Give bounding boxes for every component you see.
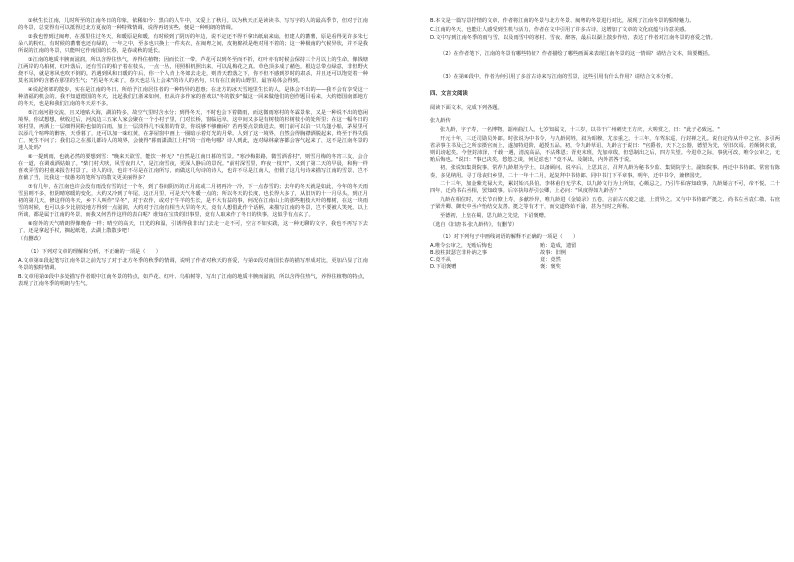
left-column	[18, 18, 368, 289]
classical-paragraph-6: 至德初，上皇在蜀，思九龄之先觉，下诏褒赠。	[440, 212, 549, 219]
essay-source: （有删改）	[18, 236, 44, 243]
classical-paragraph-5: 九龄在相位时，天长节百僚上寿，多献珍异，唯九龄进《金镜录》五卷，言前古兴废之道，上赏异之。又与中书侍郎严挺之、尚书左丞袁仁敬、右庶子梁升卿、御史中丞卢怡结交友善。挺之等有才干，而交道终始不渝，甚为当时之所称。	[430, 197, 780, 211]
choice-row	[430, 264, 576, 271]
choice-d-sentence: D.下诏褒赠	[430, 264, 457, 271]
option-b-continued: B.本文是一篇写景抒情的文章，作者将江南的冬景与北方冬景、闽粤的冬景进行对比，展现了江南冬景的独特魅力。	[430, 18, 695, 24]
choice-c-sentence: C.竟不从	[430, 257, 451, 264]
classical-text-title: 张九龄传	[430, 118, 451, 125]
essay-paragraph-4: ④说起寒郊的散步，实在是江南的冬日，所给予江南居住者的一种特异的恩惠；在北方的冰天雪地里生长的人，是体会不出的——我不会有享受这一种清福的机会的。我不知道德国的冬天，比起我们江浙来如何，但从许多作家的喜欢以"冬的散步"做这一回来做他们的创作题目看来，大约德国南部地方的冬天，也是和我们江南的冬天差不多。	[18, 86, 368, 107]
classical-question-1-options	[430, 243, 576, 271]
essay-paragraph-1: ①秋生长江南，儿时所至的江南冬日的印象，依稀如今：黑白的人牛中，又爱上了秋月。以为秋天正是读读书、写写字的人的最高季节，但对于江南的冬景，总觉得有可以抵得过北方夏夜的一种特殊情调，说得再切实些，便是一种明朗的情调。	[18, 18, 368, 32]
essay-paragraph-6: ⑥一提到雨，也就必然的要想到雪："晚来天欲雪，能饮一杯无？"自然是江南日暮的雪景。"寒沙梅影路，微雪酒香村"，则雪月梅的冬宵三友，会合在一道，在调戏酒姑娘了。"柴门村犬吠，风雪夜归人"，是江南雪夜，更深人静后的景况。"前村深雪里，昨夜一枝开"，又到了第二天的早晨，和狗一样喜欢弄雪的村童来报告村景了。诗人的诗，也许不尽是在江南所写，而做这几句诗的诗人，也许不尽是江南人，但假了这几句诗来描写江南的雪景，岂不直截了当，比我这一枝愚劣的笔所写的散文更美丽得多？	[18, 153, 368, 181]
choice-a-sentence: A.唯令公审之，无贻后悔也	[430, 242, 493, 249]
choice-d-gloss: 褒：褒奖	[540, 264, 561, 271]
option-d: D.文中写到江南冬季的雨与雪，以及雨雪中的寒村、雪夜、醉客，最后以湖上散步作结，表达了作者对江南冬景的喜爱之情。	[430, 35, 716, 42]
classical-source: （选自《旧唐书·张九龄传》，有删节）	[430, 221, 518, 228]
question-1-option-a: A.文章第①段起笔写江南冬景之前先写了对于北方冬季的秋季的情调，说明了作者对秋天的喜爱，与第②段对南国长春的描写形成对比，更加凸显了江南冬景的独特情调。	[18, 257, 368, 271]
essay-paragraph-7: ⑦有几年，在江南也许会没有雨没有雪的过一个冬，到了春间阴历的正月底或二月初再冷一冷，下一点春雪的；去年的冬天就是如此，今年的冬天雨雪虽则不多，但阴晴寒暖的变化，大约又冷到了年尾，这正月里，可是天气冬暖一点的；所以冬天的长度，也长得大多了，从旧历的十一月尽头，到正月初的第几天，修这样的冬天，乡下人叫作"旱冬"，对于农作，或对于牛羊的生长，是不大有益的事，何况在江南山上的那些粗枝大叶的橡树，在这一块雨雪的时候，也可以多少比别处地方得到一点滋润，大约对于江南有相当大旱的冬天，竟有人想借此作个话柄，来描写江南的冬景，岂不要被人笑死。以上所谈，都是属于江南的冬景，而我又何苦作这样的表白呢？谁知在宝贵的旧事里，竟有人取来作了冬日的快事，这似乎有点玄了。	[18, 183, 368, 218]
choice-b-sentence: B.胶柱鼓瑟岂非朴讷之事	[430, 249, 488, 256]
right-column	[430, 18, 780, 271]
question-3: （3）在第⑥段中，作者为何引用了多首古诗来写江南的雪景，这些引用有什么作用？请结合文本分析。	[440, 73, 677, 80]
choice-a-gloss: 贻：造成，遗留	[540, 242, 577, 249]
choice-row	[430, 243, 576, 250]
question-1-stem: （1）下列对文章的理解和分析，不正确的一项是（ ）	[28, 249, 161, 256]
essay-paragraph-8: ⑧窗外的天气晴朗得像晚春一样；晴空的高天，日光的和温，引诱得我非出门去走一走不可，空言不如实践，这一种无聊的文字，我也不再写下去了，还是拿起手杖，搁起纸笔，去湖上散散步吧！	[18, 220, 368, 234]
essay-paragraph-2: ②我也曾到过闽粤，在那里住过冬天，和暖原是和暖，有时候到了阴历的年边，说不定还不得不拿出纸扇来扇，但建人的蕃薯，原是看得见许多朱七朵八的粉红，有时候的蕃薯也还有绿的，一年之中，至多也只换上一件夹衣，在闽粤之间，皮袍棉袄是绝对用不着的；这一种极南的气候异状，并不是我所说的江南的冬景，只能叫它作南国的长春，是春或秋的延长。	[18, 33, 368, 54]
classical-paragraph-4: 二十三年，加金紫光禄大夫，累封始兴县伯。李林甫自无学术，以九龄文行为上所知，心颇忌之。乃引牛仙客知政事，九龄屡言不可，帝不悦。二十四年，迁尚书右丞相，罢知政事。后宰执每荐引公卿，上必问："风度得如九龄否？"	[430, 181, 780, 195]
choice-row	[430, 250, 576, 257]
essay-paragraph-5: ⑤江南河港交流，且又地贴大海，湖泊特多，故空气里时含水分；到得冬天，不时也会下着微雨，而这微雨寒村的冬霖景象，又是一种说不出的悠闲境界。你试想想，秋收过后，河流边三五家人家会聚在一个小村子里，门对长桥，窗临远阜，这中间又多是有树枝的杉树枝小的处所里；在这一幅冬日的寒村里，再洒上一层细得同粉也似的白雨，加上一层淡得几不成墨的背景，你说够不够幽闲？若再要点景致进去，则门前可以泊一只乌篷小船，茅屋里可以添几个喧哗的醉客，天垂暮了，还可以加一味红黄，在茅屋窗中画上一圈暗示着灯光的月晕。人到了这一境界，自然会得胸襟洒脱起来，终至于得失俱亡，死生不问了；我们总之在那儿都诗人的境界，会使得"暮雨潇潇江上村"的一首绝句哪？诗人到此，连对绿林豪客都会客气起来了，这不是江南冬景的迷人处吗？	[18, 109, 368, 151]
classical-question-1-stem: （1）对下列句子中画线词语的解释不正确的一项是（ ）	[440, 234, 579, 241]
section-4-title: 四、文言文阅读	[430, 91, 468, 98]
choice-c-gloss: 竟：竟然	[540, 257, 561, 264]
classical-paragraph-2: 开元十年，三迁司勋员外郎。时张说为中书令，与九龄同姓，叙为昭穆，尤亲重之。十三年，车驾东巡，行封禅之礼。说自定侍从升中之官，多引两省录事主书及己之所亲摄官而上，遂加特进阶，超授五品。初，令九龄草诏，九龄言于说曰："官爵者，天下之公器，德望为先，劳旧次焉。若颠倒衣裳，则讥谤起矣。今登封沛泽，千载一遇，清流高品，不沾殊恩；胥吏末班，先加章绂，但恐制出之后，四方失望。今进草之际，事犹可改，唯令公审之，无贻后悔也。"说曰："事已决矣，悠悠之谈，何足虑也！"竟不从。及制出，内外甚咎于说。	[430, 135, 780, 163]
option-c: C.江南的冬天，也能让人感受到生机与活力，作者在文中引用了许多古诗，这增加了文章的文化底蕴与诗意美感。	[430, 26, 690, 33]
classical-paragraph-1: 张九龄，字子寿，一名博物，韶州曲江人。七岁知属文，十三岁，以书干广州刺史王方庆，大嗟赏之，曰："此子必致远。"	[440, 126, 720, 133]
question-1-option-b: B.文章用第③段中多处描写作者眼中江南冬景的特点，如芦花、红叶、乌桕树等，写出了江南的地质丰腴而滋润，所以含得住热气，养得住植物的特点，表现了江南冬季的明朗与生气。	[18, 273, 368, 287]
choice-b-gloss: 故事：旧例	[540, 249, 566, 256]
question-2: （2）在作者笔下，江南的冬景有哪些特征？作者描绘了哪些画面来表现江南冬景的这一情调？请结合文本，简要概括。	[440, 51, 714, 58]
essay-paragraph-3: ③江南的地质丰腴而滋润，所以含得住热气，养得住植物；因而长江一带，芦花可以到冬至而不折，红叶亦有时候会保持三个月以上的生命。像钱塘江两岸的乌桕树，红叶落后，还有雪白的桕子着在枝头，一点一丛，用照相机照出来，可以乱梅花之真。草色顶多成了赭色，根边总带点绿意，非但野火烧不尽，就是寒风也吹不倒的。若遇到风和日暖的午后，你一个人肯上冬郊去走走，则青天碧落之下，你不但不感到岁时的肃杀，并且还可以饱觉着一种莫名其妙的含蓄在那里的生气；"若是冬天来了，春天也总马上会来"的诗人的名句，只有在江南的山野里，最容易体会得到。	[18, 56, 368, 84]
reading-instruction: 阅读下面文本，完成下列各题。	[430, 105, 503, 112]
classical-paragraph-3: 初，张说知集贤院事，常荐九龄堪为学士，以备顾问。说卒后，上思其言，召拜九龄为秘书少监、集贤院学士，副知院事。再迁中书侍郎。常密有陈奏，多见纳用。寻丁母丧归乡里，二十一年十二月，起复拜中书侍郎、同中书门下平章事。明年，迁中书令，兼修国史。	[430, 165, 780, 179]
